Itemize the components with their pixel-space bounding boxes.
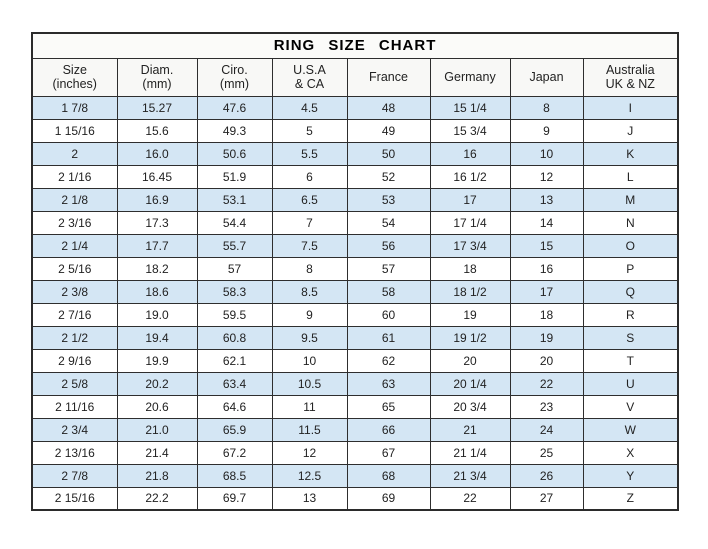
table-cell: 8 bbox=[272, 257, 347, 280]
table-cell: 17.3 bbox=[117, 211, 197, 234]
table-cell: 19.9 bbox=[117, 349, 197, 372]
col-header-japan: Japan bbox=[510, 58, 583, 96]
table-row bbox=[32, 395, 678, 418]
table-cell: 1 15/16 bbox=[32, 119, 117, 142]
table-cell: 2 5/16 bbox=[32, 257, 117, 280]
table-cell: 7 bbox=[272, 211, 347, 234]
table-cell: 6.5 bbox=[272, 188, 347, 211]
table-cell: 21 1/4 bbox=[430, 441, 510, 464]
table-cell: 18 1/2 bbox=[430, 280, 510, 303]
table-row bbox=[32, 188, 678, 211]
table-cell: 11 bbox=[272, 395, 347, 418]
table-cell: 16.45 bbox=[117, 165, 197, 188]
table-cell: 16 bbox=[430, 142, 510, 165]
col-header-usa-ca-line2: & CA bbox=[294, 77, 325, 91]
table-cell: Z bbox=[583, 487, 678, 510]
table-row bbox=[32, 280, 678, 303]
table-row bbox=[32, 96, 678, 119]
table-cell: 18.2 bbox=[117, 257, 197, 280]
table-cell: 19 bbox=[510, 326, 583, 349]
table-cell: 2 bbox=[32, 142, 117, 165]
table-cell: 20 3/4 bbox=[430, 395, 510, 418]
table-cell: 2 13/16 bbox=[32, 441, 117, 464]
table-cell: 49.3 bbox=[197, 119, 272, 142]
table-cell: 21.0 bbox=[117, 418, 197, 441]
col-header-france: France bbox=[347, 58, 430, 96]
table-cell: 2 1/16 bbox=[32, 165, 117, 188]
table-cell: T bbox=[583, 349, 678, 372]
table-cell: 62 bbox=[347, 349, 430, 372]
table-row bbox=[32, 349, 678, 372]
table-row bbox=[32, 303, 678, 326]
col-header-diam bbox=[117, 58, 197, 96]
table-cell: 21 3/4 bbox=[430, 464, 510, 487]
table-cell: L bbox=[583, 165, 678, 188]
table-cell: 20 bbox=[430, 349, 510, 372]
table-cell: K bbox=[583, 142, 678, 165]
table-cell: 53 bbox=[347, 188, 430, 211]
table-cell: 5.5 bbox=[272, 142, 347, 165]
table-cell: 19 bbox=[430, 303, 510, 326]
table-cell: 16.0 bbox=[117, 142, 197, 165]
table-cell: 15 3/4 bbox=[430, 119, 510, 142]
table-cell: 69.7 bbox=[197, 487, 272, 510]
table-cell: 64.6 bbox=[197, 395, 272, 418]
table-cell: 20 1/4 bbox=[430, 372, 510, 395]
table-cell: 5 bbox=[272, 119, 347, 142]
table-cell: 55.7 bbox=[197, 234, 272, 257]
table-cell: 4.5 bbox=[272, 96, 347, 119]
col-header-size-line2: (inches) bbox=[52, 77, 97, 91]
table-cell: 1 7/8 bbox=[32, 96, 117, 119]
table-cell: 60.8 bbox=[197, 326, 272, 349]
table-cell: 21.4 bbox=[117, 441, 197, 464]
table-cell: 2 7/8 bbox=[32, 464, 117, 487]
table-cell: 17 bbox=[510, 280, 583, 303]
table-cell: 2 11/16 bbox=[32, 395, 117, 418]
col-header-ciro-line2: (mm) bbox=[219, 77, 250, 91]
table-cell: 2 1/2 bbox=[32, 326, 117, 349]
table-cell: Y bbox=[583, 464, 678, 487]
col-header-australia bbox=[583, 58, 678, 96]
table-cell: 66 bbox=[347, 418, 430, 441]
table-row bbox=[32, 257, 678, 280]
table-cell: 65.9 bbox=[197, 418, 272, 441]
col-header-diam-line2: (mm) bbox=[142, 77, 172, 91]
table-row bbox=[32, 142, 678, 165]
table-cell: 6 bbox=[272, 165, 347, 188]
table-cell: O bbox=[583, 234, 678, 257]
table-cell: 22.2 bbox=[117, 487, 197, 510]
table-cell: 12.5 bbox=[272, 464, 347, 487]
table-cell: 2 3/16 bbox=[32, 211, 117, 234]
table-cell: 22 bbox=[430, 487, 510, 510]
table-row bbox=[32, 326, 678, 349]
table-cell: 20.2 bbox=[117, 372, 197, 395]
table-cell: 63 bbox=[347, 372, 430, 395]
table-cell: 7.5 bbox=[272, 234, 347, 257]
col-header-size bbox=[32, 58, 117, 96]
table-cell: 10 bbox=[510, 142, 583, 165]
table-cell: 2 5/8 bbox=[32, 372, 117, 395]
table-cell: 51.9 bbox=[197, 165, 272, 188]
table-cell: 15.27 bbox=[117, 96, 197, 119]
table-cell: V bbox=[583, 395, 678, 418]
table-cell: U bbox=[583, 372, 678, 395]
table-cell: R bbox=[583, 303, 678, 326]
table-cell: S bbox=[583, 326, 678, 349]
col-header-australia-line1: Australia bbox=[605, 62, 655, 77]
table-cell: 2 15/16 bbox=[32, 487, 117, 510]
table-row bbox=[32, 165, 678, 188]
table-cell: 8.5 bbox=[272, 280, 347, 303]
col-header-ciro-line1: Ciro. bbox=[221, 62, 248, 77]
table-cell: 25 bbox=[510, 441, 583, 464]
table-cell: 16.9 bbox=[117, 188, 197, 211]
col-header-usa-ca bbox=[272, 58, 347, 96]
table-cell: 16 bbox=[510, 257, 583, 280]
table-row bbox=[32, 487, 678, 510]
table-row bbox=[32, 418, 678, 441]
table-cell: 59.5 bbox=[197, 303, 272, 326]
table-cell: 63.4 bbox=[197, 372, 272, 395]
table-cell: 57 bbox=[347, 257, 430, 280]
table-cell: 47.6 bbox=[197, 96, 272, 119]
table-cell: 2 1/4 bbox=[32, 234, 117, 257]
col-header-australia-line2: UK & NZ bbox=[605, 77, 655, 91]
table-cell: 65 bbox=[347, 395, 430, 418]
table-cell: 15.6 bbox=[117, 119, 197, 142]
table-cell: 58 bbox=[347, 280, 430, 303]
table-cell: 57 bbox=[197, 257, 272, 280]
table-cell: 24 bbox=[510, 418, 583, 441]
table-cell: 68 bbox=[347, 464, 430, 487]
col-header-ciro bbox=[197, 58, 272, 96]
table-cell: 9 bbox=[510, 119, 583, 142]
table-cell: 26 bbox=[510, 464, 583, 487]
table-row bbox=[32, 372, 678, 395]
table-cell: 53.1 bbox=[197, 188, 272, 211]
chart-title-row bbox=[32, 33, 678, 58]
column-header-row bbox=[32, 58, 678, 96]
table-cell: 69 bbox=[347, 487, 430, 510]
table-cell: 67 bbox=[347, 441, 430, 464]
table-cell: 54.4 bbox=[197, 211, 272, 234]
table-cell: 18 bbox=[510, 303, 583, 326]
table-cell: J bbox=[583, 119, 678, 142]
table-cell: 20.6 bbox=[117, 395, 197, 418]
col-header-usa-ca-line1: U.S.A bbox=[293, 62, 326, 77]
table-cell: 23 bbox=[510, 395, 583, 418]
table-cell: X bbox=[583, 441, 678, 464]
col-header-size-line1: Size bbox=[62, 62, 87, 77]
table-cell: 17 3/4 bbox=[430, 234, 510, 257]
table-cell: 19 1/2 bbox=[430, 326, 510, 349]
table-cell: 19.0 bbox=[117, 303, 197, 326]
table-cell: 13 bbox=[510, 188, 583, 211]
table-row bbox=[32, 464, 678, 487]
table-cell: 2 3/8 bbox=[32, 280, 117, 303]
table-cell: P bbox=[583, 257, 678, 280]
table-cell: 12 bbox=[272, 441, 347, 464]
table-cell: 17 bbox=[430, 188, 510, 211]
table-cell: 52 bbox=[347, 165, 430, 188]
table-cell: 2 9/16 bbox=[32, 349, 117, 372]
table-cell: 2 1/8 bbox=[32, 188, 117, 211]
ring-size-table bbox=[31, 32, 679, 511]
table-row bbox=[32, 441, 678, 464]
table-cell: 20 bbox=[510, 349, 583, 372]
table-cell: 2 3/4 bbox=[32, 418, 117, 441]
table-cell: N bbox=[583, 211, 678, 234]
table-cell: 68.5 bbox=[197, 464, 272, 487]
table-cell: 58.3 bbox=[197, 280, 272, 303]
table-cell: 18 bbox=[430, 257, 510, 280]
table-cell: 10.5 bbox=[272, 372, 347, 395]
table-cell: 49 bbox=[347, 119, 430, 142]
table-cell: 10 bbox=[272, 349, 347, 372]
table-cell: 17 1/4 bbox=[430, 211, 510, 234]
table-row bbox=[32, 234, 678, 257]
table-cell: 9.5 bbox=[272, 326, 347, 349]
table-cell: 50 bbox=[347, 142, 430, 165]
table-cell: 27 bbox=[510, 487, 583, 510]
table-cell: 12 bbox=[510, 165, 583, 188]
table-cell: 54 bbox=[347, 211, 430, 234]
table-cell: 19.4 bbox=[117, 326, 197, 349]
table-cell: 11.5 bbox=[272, 418, 347, 441]
table-cell: 50.6 bbox=[197, 142, 272, 165]
table-cell: 22 bbox=[510, 372, 583, 395]
table-cell: 17.7 bbox=[117, 234, 197, 257]
ring-size-table-body bbox=[32, 96, 678, 510]
table-cell: 67.2 bbox=[197, 441, 272, 464]
table-cell: 18.6 bbox=[117, 280, 197, 303]
table-cell: 13 bbox=[272, 487, 347, 510]
table-cell: 8 bbox=[510, 96, 583, 119]
table-cell: W bbox=[583, 418, 678, 441]
table-cell: 60 bbox=[347, 303, 430, 326]
table-cell: 2 7/16 bbox=[32, 303, 117, 326]
table-cell: 62.1 bbox=[197, 349, 272, 372]
table-cell: 21 bbox=[430, 418, 510, 441]
table-cell: I bbox=[583, 96, 678, 119]
table-cell: 9 bbox=[272, 303, 347, 326]
col-header-germany: Germany bbox=[430, 58, 510, 96]
table-row bbox=[32, 119, 678, 142]
table-cell: 48 bbox=[347, 96, 430, 119]
table-cell: 56 bbox=[347, 234, 430, 257]
table-cell: 15 bbox=[510, 234, 583, 257]
table-cell: 61 bbox=[347, 326, 430, 349]
table-cell: M bbox=[583, 188, 678, 211]
table-cell: 14 bbox=[510, 211, 583, 234]
table-cell: 21.8 bbox=[117, 464, 197, 487]
table-row bbox=[32, 211, 678, 234]
table-cell: 16 1/2 bbox=[430, 165, 510, 188]
ring-size-chart bbox=[31, 32, 677, 510]
table-cell: 15 1/4 bbox=[430, 96, 510, 119]
table-cell: Q bbox=[583, 280, 678, 303]
chart-title: RING SIZE CHART bbox=[32, 33, 678, 58]
col-header-diam-line1: Diam. bbox=[140, 62, 174, 77]
